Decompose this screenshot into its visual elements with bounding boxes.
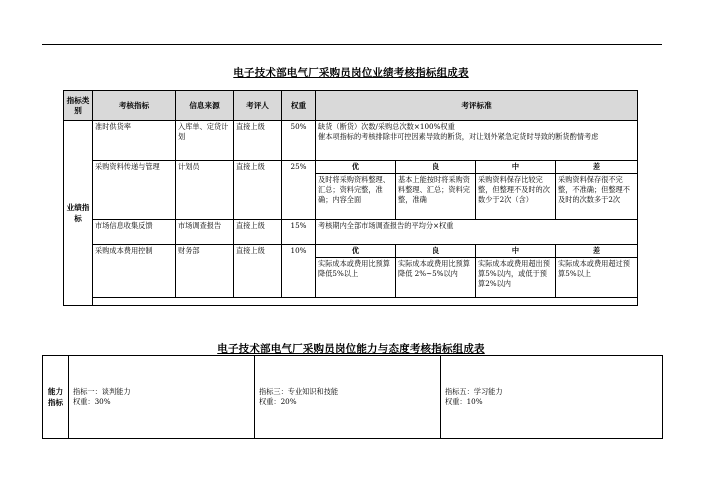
evaluator-cell: 直接上级: [234, 220, 282, 245]
ability-item-5: [441, 356, 663, 439]
spacer-cell: [93, 298, 638, 306]
table-row: [43, 356, 663, 439]
ability-item-1: [69, 356, 255, 439]
level-poor: 实际成本或费用超过预算5%以上: [556, 258, 638, 298]
header-row: [64, 91, 638, 121]
evaluator-cell: 直接上级: [234, 245, 282, 298]
standard-note: 催本项指标的考核排除非可控因素导致的断货，对让划外紧急定货时导致的断货酌情考虑: [318, 132, 599, 141]
header-source: 信息来源: [176, 91, 234, 121]
grade-poor: 差: [556, 245, 638, 258]
level-good: 实际成本或费用比预算降低 2%~5%以内: [396, 258, 476, 298]
evaluator-cell: 直接上级: [234, 161, 282, 220]
source-cell: 财务部: [176, 245, 234, 298]
grade-excellent: 优: [316, 245, 396, 258]
grade-excellent: 优: [316, 161, 396, 174]
item-name: 指标五：学习能力: [445, 387, 503, 396]
table-row: [64, 245, 638, 258]
indicator-cell: 准时供货率: [93, 121, 176, 161]
grade-average: 中: [476, 245, 556, 258]
indicator-cell: 采购成本费用控制: [93, 245, 176, 298]
performance-table-title: 电子技术部电气厂采购员岗位业绩考核指标组成表: [233, 67, 469, 79]
weight-cell: 15%: [282, 220, 316, 245]
weight-cell: 10%: [282, 245, 316, 298]
indicator-cell: 采购资料传递与管理: [93, 161, 176, 220]
category-cell: 能力指标: [43, 356, 69, 439]
item-weight: 权重：20%: [259, 397, 297, 406]
ability-table-title: 电子技术部电气厂采购员岗位能力与态度考核指标组成表: [217, 343, 485, 355]
ability-indicator-table: [42, 355, 663, 439]
header-standard: 考评标准: [316, 91, 638, 121]
header-weight: 权重: [282, 91, 316, 121]
weight-cell: 25%: [282, 161, 316, 220]
category-cell: 业绩指标: [64, 121, 93, 306]
level-average: 实际成本或费用超出预算5%以内，或低于预算2%以内: [476, 258, 556, 298]
source-cell: 计划员: [176, 161, 234, 220]
level-excellent: 及时将采购资料整理、汇总；资料完整，准确；内容全面: [316, 174, 396, 220]
level-poor: 采购资料保存很不完整，不准确；但整理不及时的次数多于2次: [556, 174, 638, 220]
performance-indicator-table: [63, 90, 638, 306]
header-category: 指标类别: [64, 91, 93, 121]
weight-cell: 50%: [282, 121, 316, 161]
ability-item-3: [255, 356, 441, 439]
item-weight: 权重：30%: [73, 397, 111, 406]
indicator-cell: 市场信息收集反馈: [93, 220, 176, 245]
standard-cell: [316, 121, 638, 161]
header-evaluator: 考评人: [234, 91, 282, 121]
level-excellent: 实际成本或费用比预算降低5%以上: [316, 258, 396, 298]
source-cell: 入库单、定货计划: [176, 121, 234, 161]
table-row: [64, 121, 638, 161]
grade-average: 中: [476, 161, 556, 174]
item-weight: 权重：10%: [445, 397, 483, 406]
header-indicator: 考核指标: [93, 91, 176, 121]
table-row: [64, 161, 638, 174]
evaluator-cell: 直接上级: [234, 121, 282, 161]
standard-formula: 缺货（断货）次数/采购总次数×100%权重: [318, 122, 455, 131]
grade-good: 良: [396, 245, 476, 258]
item-name: 指标一：谈判能力: [73, 387, 131, 396]
level-average: 采购资料保存比较完整，但整理不及时的次数少于2次（含）: [476, 174, 556, 220]
grade-poor: 差: [556, 161, 638, 174]
header-rule: [42, 44, 662, 45]
level-good: 基本上能按时将采购资料整理、汇总；资料完整，准确: [396, 174, 476, 220]
table-row: [64, 220, 638, 245]
table-spacer-row: [64, 298, 638, 306]
grade-good: 良: [396, 161, 476, 174]
standard-cell: 考核期内全部市场调查报告的平均分×权重: [316, 220, 638, 245]
source-cell: 市场调查报告: [176, 220, 234, 245]
item-name: 指标三：专业知识和技能: [259, 387, 339, 396]
